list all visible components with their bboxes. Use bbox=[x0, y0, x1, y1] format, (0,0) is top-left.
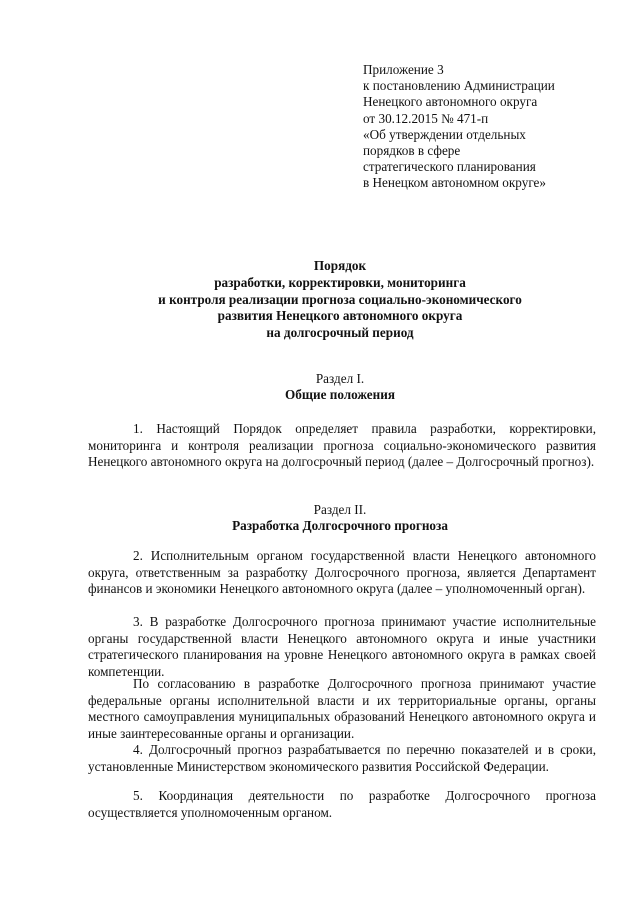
paragraph-4: 4. Долгосрочный прогноз разрабатывается по перечню показателей и в сроки, установленные Министерством экономического развития Российской Федерации. bbox=[88, 742, 596, 774]
title-line: и контроля реализации прогноза социально-экономического bbox=[158, 291, 522, 307]
appendix-line: к постановлению Администрации bbox=[363, 78, 555, 94]
title-line: разработки, корректировки, мониторинга bbox=[214, 274, 466, 290]
appendix-line: порядков в сфере bbox=[363, 143, 461, 159]
appendix-line: в Ненецком автономном округе» bbox=[363, 175, 547, 191]
title-line: на долгосрочный период bbox=[266, 325, 414, 341]
appendix-line: от 30.12.2015 № 471-п bbox=[363, 110, 489, 126]
appendix-line: Приложение 3 bbox=[363, 62, 444, 77]
title-line: Порядок bbox=[313, 258, 367, 273]
paragraph-3-continued: По согласованию в разработке Долгосрочного прогноза принимают участие федеральные органы исполнительной власти и их территориальные органы, органы местного самоуправления муниципальных образований Ненецкого автономного округа и иные заинтересованные органы и организации. bbox=[88, 676, 596, 741]
title-line: развития Ненецкого автономного округа bbox=[217, 308, 463, 324]
paragraph-5: 5. Координация деятельности по разработке Долгосрочного прогноза осуществляется уполномоченным органом. bbox=[88, 788, 596, 820]
document-title bbox=[60, 258, 620, 342]
section-1-title: Общие положения bbox=[285, 387, 395, 402]
paragraph-3: 3. В разработке Долгосрочного прогноза принимают участие исполнительные органы государственной власти Ненецкого автономного округа и иные участники стратегического планирования на уровне Ненецкого автономного округа в рамках своей компетенции. bbox=[88, 614, 596, 679]
section-1-label: Раздел I. bbox=[315, 371, 365, 386]
appendix-line: Ненецкого автономного округа bbox=[363, 94, 538, 110]
appendix-line: «Об утверждении отдельных bbox=[363, 126, 526, 142]
section-2-title: Разработка Долгосрочного прогноза bbox=[232, 518, 448, 533]
appendix-header bbox=[363, 62, 613, 192]
paragraph-1: 1. Настоящий Порядок определяет правила разработки, корректировки, мониторинга и контроля реализации прогноза социально-экономического развития Ненецкого автономного округа на долгосрочный период (далее – Долгосрочный прогноз). bbox=[88, 421, 596, 470]
paragraph-2: 2. Исполнительным органом государственной власти Ненецкого автономного округа, ответственным за разработку Долгосрочного прогноза, является Департамент финансов и экономики Ненецкого автономного округа (далее – уполномоченный орган). bbox=[88, 548, 596, 597]
appendix-line: стратегического планирования bbox=[363, 159, 536, 175]
section-2-label: Раздел II. bbox=[313, 502, 367, 517]
